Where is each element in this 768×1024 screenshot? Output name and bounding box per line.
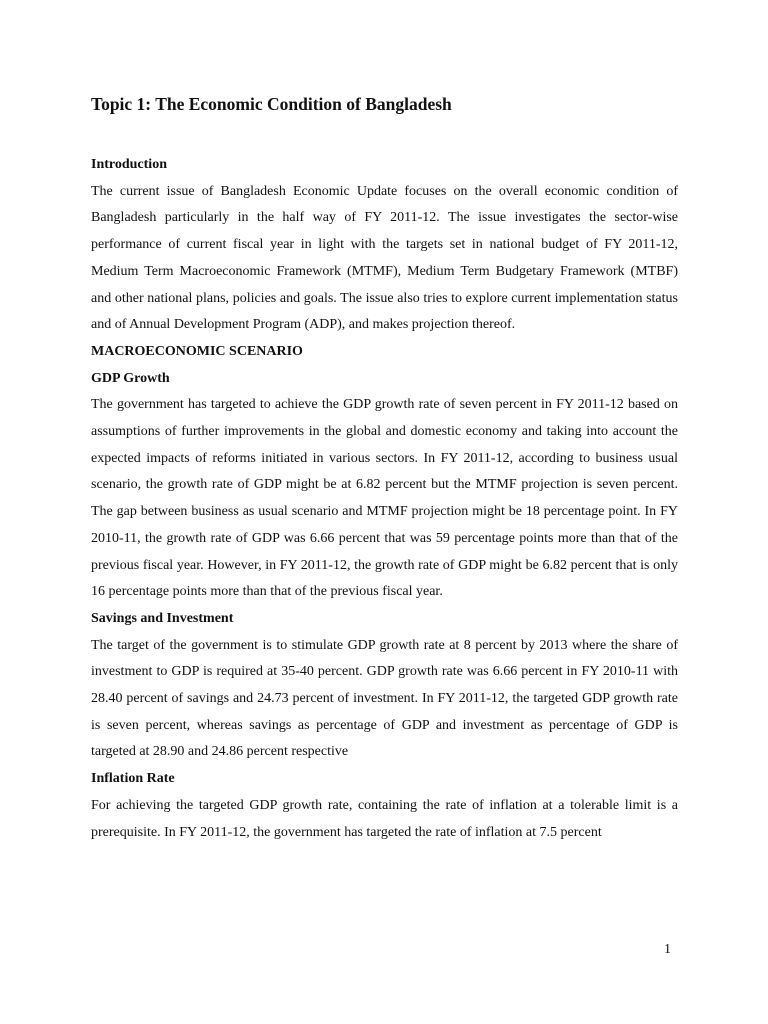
gdp-growth-paragraph: The government has targeted to achieve the GDP growth rate of seven percent in FY 2011-12 based on assumptions of further improvements in the global and domestic economy and taking into account the expected impacts of reforms initiated in various sectors. In FY 2011-12, according to business usual scenario, the growth rate of GDP might be at 6.82 percent but the MTMF projection is seven percent. The gap between business as usual scenario and MTMF projection might be 18 percentage point. In FY 2010-11, the growth rate of GDP was 6.66 percent that was 59 percentage points more than that of the previous fiscal year. However, in FY 2011-12, the growth rate of GDP might be 6.82 percent that is only 16 percentage points more than that of the previous fiscal year. [91, 397, 678, 600]
document-title: Topic 1: The Economic Condition of Bangladesh [91, 94, 452, 114]
introduction-paragraph: The current issue of Bangladesh Economic Update focuses on the overall economic condition of Bangladesh particularly in the half way of FY 2011-12. The issue investigates the sector-wise performance of current fiscal year in light with the targets set in national budget of FY 2011-12, Medium Term Macroeconomic Framework (MTMF), Medium Term Budgetary Framework (MTBF) and other national plans, policies and goals. The issue also tries to explore current implementation status and of Annual Development Program (ADP), and makes projection thereof. [91, 183, 678, 333]
page-number: 1 [664, 942, 671, 957]
gdp-growth-heading: GDP Growth [91, 370, 170, 386]
introduction-heading: Introduction [91, 157, 167, 172]
savings-investment-paragraph: The target of the government is to stimulate GDP growth rate at 8 percent by 2013 where the share of investment to GDP is required at 35-40 percent. GDP growth rate was 6.66 percent in FY 2010-11 with 28.40 percent of savings and 24.73 percent of investment. In FY 2011-12, the targeted GDP growth rate is seven percent, whereas savings as percentage of GDP and investment as percentage of GDP is targeted at 28.90 and 24.86 percent respective [91, 637, 678, 760]
inflation-rate-heading: Inflation Rate [91, 771, 175, 787]
document-body [91, 90, 678, 846]
macroeconomic-scenario-heading: MACROECONOMIC SCENARIO [91, 343, 303, 359]
inflation-rate-paragraph: For achieving the targeted GDP growth rate, containing the rate of inflation at a tolerable limit is a prerequisite. In FY 2011-12, the government has targeted the rate of inflation at 7.5 percent [91, 797, 678, 840]
savings-investment-heading: Savings and Investment [91, 610, 234, 626]
